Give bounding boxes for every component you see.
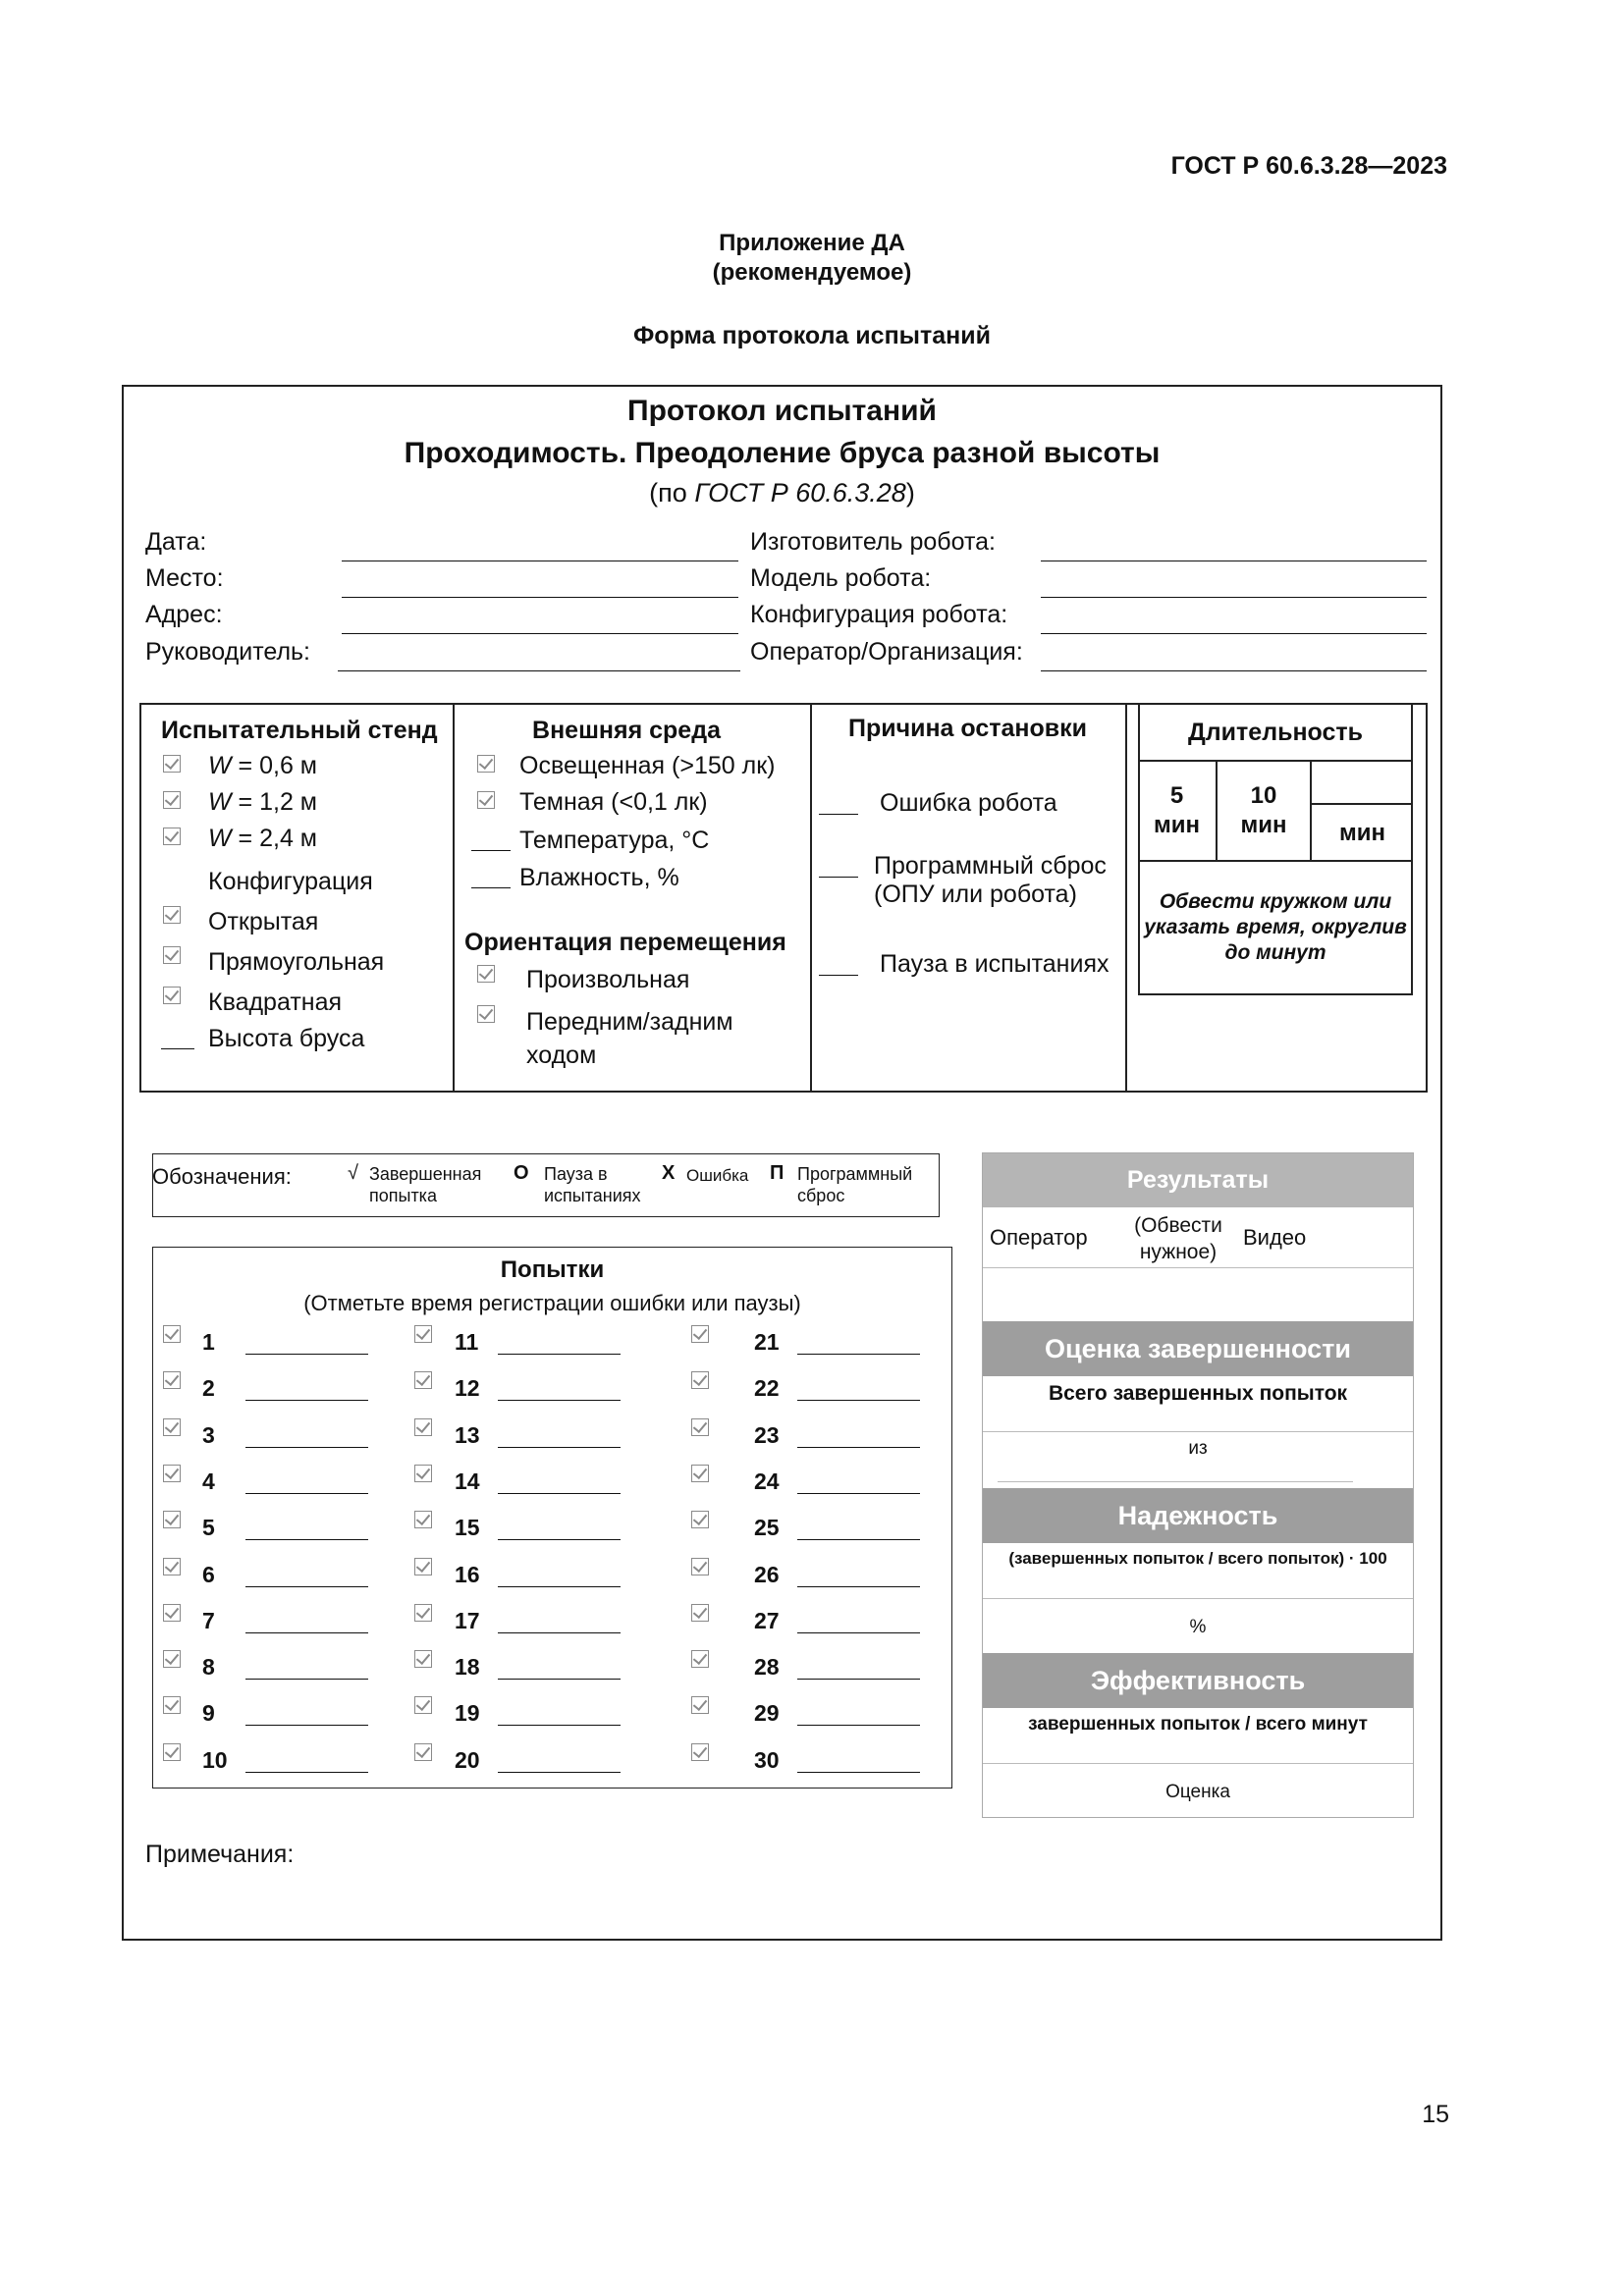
height-label: Высота бруса [208,1025,365,1052]
robot-error-line[interactable] [819,814,858,815]
attempt-number: 6 [202,1562,215,1587]
config-checkbox[interactable] [163,906,181,924]
stop-reason-title: Причина остановки [847,715,1088,742]
attempt-checkbox[interactable] [163,1696,181,1714]
divider [1138,760,1413,762]
appendix-title: Приложение ДА [719,230,905,256]
standard-number: ГОСТ Р 60.6.3.28—2023 [1170,152,1447,180]
attempt-time-line[interactable] [797,1354,920,1355]
config-label: Конфигурация [208,868,373,895]
attempt-number: 14 [455,1468,480,1494]
width-value: = 1,2 м [231,788,317,816]
height-entry-line[interactable] [161,1048,194,1049]
attempt-checkbox[interactable] [163,1650,181,1668]
attempt-number: 20 [455,1747,480,1773]
legend-symbol-reset: П [770,1162,785,1184]
reference-prefix: (по [649,478,695,507]
attempt-checkbox[interactable] [414,1604,432,1622]
legend-symbol-error: Х [662,1162,676,1184]
attempt-time-line[interactable] [797,1400,920,1401]
divider [1138,860,1413,862]
appendix-type: (рекомендуемое) [712,259,912,286]
attempt-time-line[interactable] [797,1586,920,1587]
stand-title: Испытательный стенд [161,717,438,744]
attempt-time-line[interactable] [797,1772,920,1773]
width-symbol: W [208,752,232,779]
attempt-number: 30 [754,1747,780,1773]
attempt-checkbox[interactable] [691,1650,709,1668]
robot-error-label: Ошибка робота [880,789,1057,817]
attempt-checkbox[interactable] [414,1511,432,1528]
duration-10-unit: мин [1240,812,1287,838]
width-option [208,825,317,853]
completeness-entry-line[interactable] [998,1481,1353,1482]
duration-5min[interactable] [1138,781,1216,840]
duration-custom-unit[interactable]: мин [1338,820,1385,846]
duration-10-value: 10 [1250,782,1277,809]
protocol-title: Протокол испытаний [627,395,937,427]
reliability-formula: (завершенных попыток / всего попыток) · 100 [1008,1549,1387,1568]
attempt-checkbox[interactable] [691,1465,709,1482]
legend-symbol-complete: √ [348,1162,358,1184]
attempt-checkbox[interactable] [691,1558,709,1575]
attempt-time-line[interactable] [245,1539,368,1540]
reliability-percent: % [1189,1617,1207,1637]
efficiency-formula: завершенных попыток / всего минут [1028,1714,1368,1735]
attempt-time-line[interactable] [797,1493,920,1494]
width-option [208,788,317,817]
config-label: Квадратная [208,988,343,1016]
attempt-checkbox[interactable] [414,1371,432,1389]
environment-title: Внешняя среда [532,717,721,744]
attempt-time-line[interactable] [797,1725,920,1726]
completeness-text: Всего завершенных попыток [1048,1382,1348,1405]
humidity-entry-line[interactable] [471,887,511,888]
attempt-checkbox[interactable] [163,1511,181,1528]
attempt-number: 10 [202,1747,228,1773]
attempt-checkbox[interactable] [163,1558,181,1575]
attempt-time-line[interactable] [245,1400,368,1401]
width-checkbox[interactable] [163,755,181,773]
results-title: Результаты [983,1153,1413,1207]
completeness-title: Оценка завершенности [983,1321,1413,1376]
attempt-checkbox[interactable] [691,1371,709,1389]
attempt-time-line[interactable] [245,1586,368,1587]
width-option [208,752,317,780]
test-pause-label: Пауза в испытаниях [880,950,1110,978]
legend-label: Обозначения: [152,1164,292,1189]
software-reset-line[interactable] [819,877,858,878]
attempt-checkbox[interactable] [691,1325,709,1343]
attempt-time-line[interactable] [498,1493,621,1494]
reference-standard: ГОСТ Р 60.6.3.28 [694,478,906,507]
reliability-title: Надежность [983,1488,1413,1543]
attempt-number: 16 [455,1562,480,1587]
attempt-number: 7 [202,1608,215,1633]
attempt-number: 17 [455,1608,480,1633]
attempt-checkbox[interactable] [691,1743,709,1761]
attempts-box [152,1247,952,1789]
attempt-number: 29 [754,1700,780,1726]
test-pause-line[interactable] [819,975,858,976]
operator-option[interactable]: Оператор [990,1225,1088,1250]
attempt-checkbox[interactable] [691,1418,709,1436]
environment-checkbox[interactable] [477,791,495,809]
orientation-free-label: Произвольная [526,966,690,993]
config-label: Открытая [208,908,319,935]
width-value: = 0,6 м [231,752,317,779]
divider [983,1267,1413,1268]
attempt-number: 13 [455,1422,480,1448]
divider [983,1598,1413,1599]
attempt-time-line[interactable] [498,1586,621,1587]
attempt-number: 28 [754,1654,780,1680]
field-label: Дата: [145,528,207,556]
attempt-checkbox[interactable] [691,1604,709,1622]
attempt-checkbox[interactable] [163,1418,181,1436]
attempt-checkbox[interactable] [163,1604,181,1622]
width-checkbox[interactable] [163,828,181,845]
duration-note: Обвести кружком или указать время, округлив до минут [1144,890,1407,964]
attempt-time-line[interactable] [245,1772,368,1773]
attempt-number: 21 [754,1329,780,1355]
attempts-title: Попытки [500,1256,605,1283]
duration-title: Длительность [1187,719,1363,746]
environment-label: Темная (<0,1 лк) [519,788,708,816]
divider [1310,803,1413,805]
divider [983,1431,1413,1432]
field-label: Адрес: [145,601,223,628]
field-label: Модель робота: [750,564,932,592]
attempt-time-line[interactable] [498,1354,621,1355]
efficiency-title: Эффективность [983,1653,1413,1708]
field-input-line[interactable] [342,633,738,634]
attempt-number: 5 [202,1515,215,1540]
attempt-time-line[interactable] [498,1632,621,1633]
attempt-number: 24 [754,1468,780,1494]
attempt-time-line[interactable] [245,1447,368,1448]
attempt-number: 4 [202,1468,215,1494]
attempt-time-line[interactable] [498,1725,621,1726]
attempt-time-line[interactable] [797,1679,920,1680]
legend-symbol-pause: О [514,1162,529,1184]
attempt-checkbox[interactable] [163,1371,181,1389]
duration-10min[interactable] [1218,781,1310,840]
attempts-subtitle: (Отметьте время регистрации ошибки или паузы) [303,1291,801,1315]
width-checkbox[interactable] [163,791,181,809]
width-symbol: W [208,788,232,816]
attempt-time-line[interactable] [797,1539,920,1540]
software-reset-label: Программный сброс (ОПУ или робота) [874,852,1107,908]
attempt-checkbox[interactable] [414,1650,432,1668]
circle-note: (Обвести нужное) [1134,1214,1222,1263]
attempt-time-line[interactable] [245,1679,368,1680]
attempt-time-line[interactable] [245,1725,368,1726]
field-input-line[interactable] [338,670,740,671]
attempt-checkbox[interactable] [414,1325,432,1343]
divider [810,703,812,1093]
orientation-free-checkbox[interactable] [477,965,495,983]
orientation-forward-back-label: Передним/задним ходом [526,1008,733,1069]
completeness-of: из [1188,1438,1208,1459]
field-input-line[interactable] [1041,597,1427,598]
field-label: Руководитель: [145,638,311,666]
protocol-reference [122,478,1442,508]
video-option[interactable]: Видео [1243,1225,1307,1250]
duration-5-value: 5 [1169,782,1184,809]
attempt-time-line[interactable] [797,1632,920,1633]
attempt-time-line[interactable] [245,1354,368,1355]
field-input-line[interactable] [1041,670,1427,671]
legend-text-complete: Завершенная попытка [369,1164,482,1205]
attempt-time-line[interactable] [245,1632,368,1633]
duration-5-unit: мин [1153,812,1200,838]
attempt-checkbox[interactable] [163,1743,181,1761]
attempt-number: 8 [202,1654,215,1680]
field-input-line[interactable] [342,597,738,598]
form-title: Форма протокола испытаний [632,322,992,349]
field-label: Место: [145,564,224,592]
width-value: = 2,4 м [231,825,317,852]
attempt-number: 12 [455,1375,480,1401]
field-input-line[interactable] [1041,633,1427,634]
environment-label: Освещенная (>150 лк) [519,752,776,779]
attempt-checkbox[interactable] [414,1743,432,1761]
attempt-number: 11 [455,1329,479,1355]
page-number: 15 [1422,2101,1449,2128]
field-label: Изготовитель робота: [750,528,996,556]
temperature-entry-line[interactable] [471,850,511,851]
attempt-time-line[interactable] [498,1772,621,1773]
config-label: Прямоугольная [208,948,385,976]
attempt-number: 26 [754,1562,780,1587]
orientation-forward-back-checkbox[interactable] [477,1005,495,1023]
legend-text-error: Ошибка [686,1166,749,1185]
config-checkbox[interactable] [163,946,181,964]
temperature-label: Температура, °С [519,827,710,854]
attempt-number: 3 [202,1422,215,1448]
attempt-number: 2 [202,1375,215,1401]
humidity-label: Влажность, % [519,864,679,891]
field-label: Конфигурация робота: [750,601,1008,628]
attempt-number: 1 [202,1329,215,1355]
attempt-number: 15 [455,1515,480,1540]
attempt-checkbox[interactable] [414,1696,432,1714]
rating-label: Оценка [1165,1782,1230,1802]
attempt-time-line[interactable] [498,1447,621,1448]
attempt-checkbox[interactable] [163,1325,181,1343]
attempt-checkbox[interactable] [691,1696,709,1714]
attempt-checkbox[interactable] [414,1465,432,1482]
protocol-subtitle: Проходимость. Преодоление бруса разной высоты [404,437,1161,469]
attempt-number: 22 [754,1375,780,1401]
divider [1125,703,1127,1093]
attempt-number: 19 [455,1700,480,1726]
attempt-checkbox[interactable] [414,1558,432,1575]
config-checkbox[interactable] [163,987,181,1004]
attempt-number: 18 [455,1654,480,1680]
attempt-checkbox[interactable] [163,1465,181,1482]
attempt-number: 9 [202,1700,215,1726]
width-symbol: W [208,825,232,852]
environment-checkbox[interactable] [477,755,495,773]
attempt-number: 25 [754,1515,780,1540]
notes-label: Примечания: [145,1841,295,1868]
attempt-time-line[interactable] [498,1539,621,1540]
divider [453,703,455,1093]
orientation-title: Ориентация перемещения [464,929,786,956]
attempt-time-line[interactable] [797,1447,920,1448]
attempt-number: 27 [754,1608,780,1633]
field-label: Оператор/Организация: [750,638,1023,666]
attempt-time-line[interactable] [498,1679,621,1680]
attempt-number: 23 [754,1422,780,1448]
divider [983,1763,1413,1764]
attempt-time-line[interactable] [245,1493,368,1494]
attempt-checkbox[interactable] [691,1511,709,1528]
attempt-checkbox[interactable] [414,1418,432,1436]
legend-text-reset: Программный сброс [797,1164,913,1205]
reference-suffix: ) [905,478,915,507]
legend-text-pause: Пауза в испытаниях [544,1164,641,1205]
attempt-time-line[interactable] [498,1400,621,1401]
